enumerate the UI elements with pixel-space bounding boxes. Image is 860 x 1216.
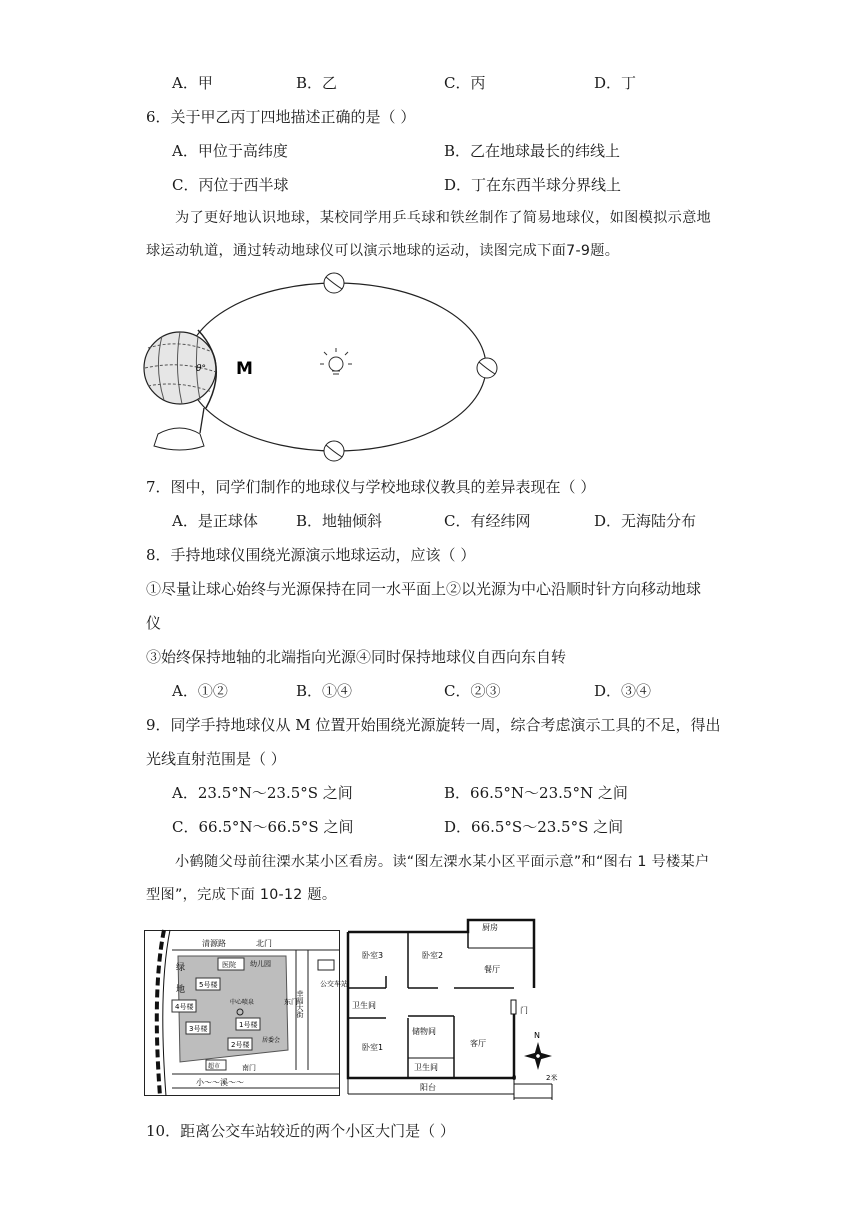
q10-stem: 10．距离公交车站较近的两个小区大门是（ ） (146, 1122, 455, 1140)
q6-stem: 6．关于甲乙丙丁四地描述正确的是（ ） (146, 108, 416, 126)
bedroom1-label: 卧室1 (362, 1043, 384, 1052)
q9-option-a: A．23.5°N～23.5°S 之间 (172, 784, 353, 802)
building-1-label: 1号楼 (239, 1021, 258, 1029)
q9-option-d: D．66.5°S～23.5°S 之间 (444, 818, 624, 836)
q8-statement-line2: 仪 (146, 614, 162, 632)
globe-top-icon (324, 273, 344, 293)
q8-statement-line1: ①尽量让球心始终与光源保持在同一水平面上②以光源为中心沿顺时针方向移动地球 (146, 580, 702, 598)
building-4-label: 4号楼 (175, 1003, 194, 1011)
street-label: 幸福大街 (296, 990, 304, 1018)
q9-option-b: B．66.5°N～23.5°N 之间 (444, 784, 628, 802)
bath1-label: 卫生间 (352, 1001, 376, 1010)
big-globe-icon (144, 330, 216, 450)
q7-option-b: B．地轴倾斜 (296, 512, 383, 530)
q5-option-c: C．丙 (444, 74, 486, 92)
q5-option-a: A．甲 (172, 74, 213, 92)
theta-label: θ° (196, 364, 207, 374)
kindergarten-label: 幼儿园 (250, 960, 271, 968)
living-label: 客厅 (470, 1039, 486, 1048)
bath2-label: 卫生间 (414, 1063, 438, 1072)
q7-option-c: C．有经纬网 (444, 512, 531, 530)
kitchen-label: 厨房 (482, 923, 498, 932)
lamp-icon (320, 348, 352, 374)
road-north-label: 清源路 (202, 939, 226, 948)
q6-option-c: C．丙位于西半球 (172, 176, 289, 194)
q6-option-b: B．乙在地球最长的纬线上 (444, 142, 621, 160)
q7-option-d: D．无海陆分布 (594, 512, 697, 530)
q6-option-d: D．丁在东西半球分界线上 (444, 176, 622, 194)
building-2-label: 2号楼 (231, 1041, 250, 1049)
door-label: 门 (520, 1006, 528, 1015)
scale-zero-label: 0 (512, 1074, 517, 1082)
storage-label: 储物间 (412, 1027, 436, 1036)
passage-housing: 小鹤随父母前往溧水某小区看房。读“图左溧水某小区平面示意”和“图右 1 号楼某户型图”，完成下面 10-12 题。 (146, 854, 710, 903)
north-label: N (534, 1031, 540, 1040)
building-5-label: 5号楼 (199, 981, 218, 989)
m-label: M (236, 359, 253, 379)
q8-statement-line3: ③始终保持地轴的北端指向光源④同时保持地球仪自西向东自转 (146, 648, 567, 666)
q8-option-a: A．①② (172, 682, 228, 700)
compass-icon (524, 1042, 552, 1070)
q7-stem: 7．图中，同学们制作的地球仪与学校地球仪教具的差异表现在（ ） (146, 478, 596, 496)
globe-right-icon (477, 358, 497, 378)
orbit-diagram (140, 268, 510, 468)
south-gate-label: 南门 (242, 1064, 256, 1072)
river-label: 小～～溪～～ (196, 1078, 244, 1087)
passage-globe: 为了更好地认识地球，某校同学用乒乓球和铁丝制作了简易地球仪，如图模拟示意地球运动轨道，通过转动地球仪可以演示地球的运动，读图完成下面7-9题。 (146, 210, 712, 259)
q8-option-b: B．①④ (296, 682, 353, 700)
globe-bottom-icon (324, 441, 344, 461)
market-label: 超市 (208, 1063, 221, 1070)
balcony-label: 阳台 (420, 1083, 436, 1092)
east-gate-label: 东门 (284, 998, 298, 1006)
q5-option-b: B．乙 (296, 74, 338, 92)
building-3-label: 3号楼 (189, 1025, 208, 1033)
q7-option-a: A．是正球体 (172, 512, 258, 530)
q5-option-d: D．丁 (594, 74, 637, 92)
q9-stem-line2: 光线直射范围是（ ） (146, 750, 286, 768)
community-map (144, 930, 348, 1096)
q9-option-c: C．66.5°N～66.5°S 之间 (172, 818, 354, 836)
plaza-label: 中心喷泉 (230, 999, 255, 1006)
bedroom2-label: 卧室2 (422, 951, 444, 960)
scale-two-label: 2米 (546, 1074, 558, 1082)
q8-option-d: D．③④ (594, 682, 652, 700)
q8-stem: 8．手持地球仪围绕光源演示地球运动，应该（ ） (146, 546, 476, 564)
bus-station-label: 公交车站 (320, 980, 348, 988)
q6-option-a: A．甲位于高纬度 (172, 142, 288, 160)
hospital-label: 医院 (222, 961, 236, 969)
dining-label: 餐厅 (484, 965, 500, 974)
green-label-1: 绿 (176, 963, 186, 973)
q8-option-c: C．②③ (444, 682, 501, 700)
bedroom3-label: 卧室3 (362, 951, 384, 960)
floor-plan (344, 918, 570, 1100)
north-gate-label: 北门 (256, 939, 272, 948)
q9-stem-line1: 9．同学手持地球仪从 M 位置开始围绕光源旋转一周，综合考虑演示工具的不足，得出 (146, 716, 721, 734)
green-label-2: 地 (176, 985, 186, 995)
committee-label: 居委会 (262, 1037, 281, 1044)
